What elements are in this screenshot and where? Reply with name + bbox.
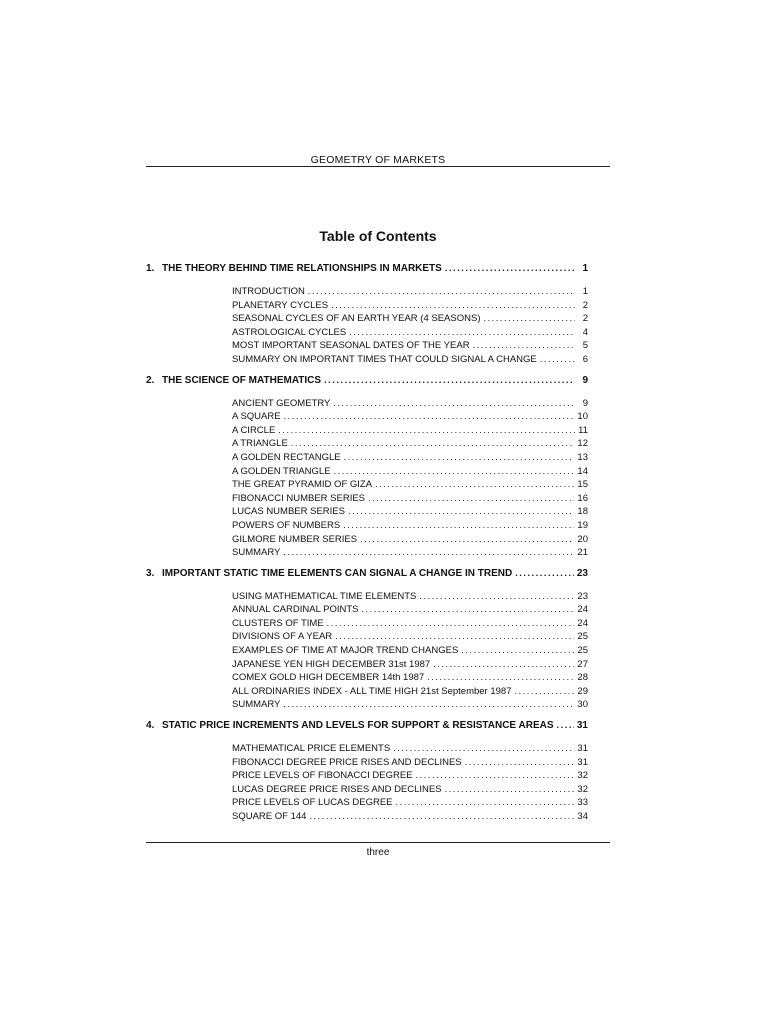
dot-leader: [416, 769, 575, 783]
toc-entry: [232, 671, 588, 685]
entry-page-number: 10: [577, 411, 588, 423]
dot-leader: [433, 658, 574, 672]
dot-leader: [557, 718, 574, 732]
entry-page-number: 31: [577, 743, 588, 755]
dot-leader: [343, 519, 574, 533]
section-list: [232, 285, 588, 367]
chapter-heading: [146, 566, 588, 580]
toc-entry: [232, 742, 588, 756]
entry-page-number: 6: [582, 353, 588, 365]
dot-leader: [360, 533, 574, 547]
section-list: [232, 742, 588, 824]
chapter-number: 2.: [146, 374, 155, 386]
dot-leader: [344, 451, 575, 465]
chapter-number: 4.: [146, 720, 155, 732]
toc-entry: [232, 353, 588, 367]
entry-label: ANCIENT GEOMETRY: [232, 397, 331, 409]
entry-label: A GOLDEN TRIANGLE: [232, 465, 331, 477]
entry-page-number: 14: [577, 465, 588, 477]
entry-label: LUCAS NUMBER SERIES: [232, 506, 345, 518]
dot-leader: [461, 644, 574, 658]
entry-page-number: 1: [582, 286, 588, 297]
entry-page-number: 30: [577, 699, 588, 711]
entry-page-number: 18: [577, 506, 588, 518]
dot-leader: [362, 603, 575, 617]
dot-leader: [348, 505, 574, 519]
dot-leader: [308, 285, 575, 299]
entry-page-number: 33: [577, 797, 588, 809]
dot-leader: [324, 373, 575, 387]
dot-leader: [393, 742, 574, 756]
entry-page-number: 9: [582, 397, 588, 409]
toc-entry: [232, 285, 588, 299]
entry-page-number: 28: [577, 672, 588, 684]
entry-page-number: 21: [577, 547, 588, 559]
entry-label: PLANETARY CYCLES: [232, 299, 329, 311]
dot-leader: [445, 261, 575, 275]
dot-leader: [335, 630, 574, 644]
dot-leader: [283, 546, 574, 560]
dot-leader: [291, 437, 575, 451]
entry-page-number: 27: [577, 658, 588, 670]
entry-label: LUCAS DEGREE PRICE RISES AND DECLINES: [232, 783, 442, 795]
entry-page-number: 12: [577, 438, 588, 450]
dot-leader: [284, 410, 575, 424]
dot-leader: [309, 810, 574, 824]
toc-entry: [232, 505, 588, 519]
toc-entry: [232, 617, 588, 631]
toc-entry: [232, 492, 588, 506]
dot-leader: [327, 617, 575, 631]
dot-leader: [445, 783, 575, 797]
entry-page-number: 11: [578, 424, 588, 436]
dot-leader: [349, 326, 575, 340]
toc-entry: [232, 397, 588, 411]
chapter-page-number: 23: [576, 567, 588, 579]
chapter-title: THE SCIENCE OF MATHEMATICS: [162, 374, 322, 386]
entry-page-number: 31: [577, 756, 588, 768]
entry-label: FIBONACCI NUMBER SERIES: [232, 492, 366, 504]
toc-entry: [232, 769, 588, 783]
dot-leader: [515, 566, 574, 580]
entry-page-number: 32: [577, 783, 588, 795]
entry-label: SEASONAL CYCLES OF AN EARTH YEAR (4 SEASONS): [232, 313, 481, 325]
entry-label: POWERS OF NUMBERS: [232, 519, 341, 531]
entry-label: SUMMARY: [232, 547, 281, 559]
toc-entry: [232, 519, 588, 533]
chapter-title: IMPORTANT STATIC TIME ELEMENTS CAN SIGNAL A CHANGE IN TREND: [162, 567, 513, 579]
toc-entry: [232, 698, 588, 712]
dot-leader: [473, 339, 575, 353]
dot-leader: [331, 299, 575, 313]
entry-page-number: 2: [582, 299, 588, 311]
page-folio: three: [366, 847, 390, 858]
entry-page-number: 32: [577, 770, 588, 782]
toc-entry: [232, 546, 588, 560]
chapter-number: 3.: [146, 567, 155, 579]
entry-page-number: 20: [577, 533, 588, 545]
dot-leader: [540, 353, 575, 367]
dot-leader: [396, 796, 575, 810]
chapter-page-number: 1: [582, 263, 588, 274]
entry-page-number: 34: [577, 811, 588, 822]
toc-entry: [232, 424, 588, 438]
chapter-page-number: 9: [582, 374, 588, 386]
footer-rule: [146, 842, 610, 843]
toc-entry: [232, 796, 588, 810]
entry-label: A CIRCLE: [232, 424, 276, 436]
entry-label: SUMMARY ON IMPORTANT TIMES THAT COULD SIGNAL A CHANGE: [232, 353, 537, 365]
chapter-title: THE THEORY BEHIND TIME RELATIONSHIPS IN MARKETS: [162, 263, 442, 274]
entry-page-number: 23: [577, 590, 588, 602]
entry-label: MOST IMPORTANT SEASONAL DATES OF THE YEAR: [232, 340, 470, 352]
entry-label: FIBONACCI DEGREE PRICE RISES AND DECLINES: [232, 756, 462, 768]
dot-leader: [368, 492, 574, 506]
entry-label: ANNUAL CARDINAL POINTS: [232, 604, 359, 616]
dot-leader: [427, 671, 574, 685]
entry-label: SUMMARY: [232, 699, 281, 711]
dot-leader: [333, 397, 575, 411]
entry-label: PRICE LEVELS OF FIBONACCI DEGREE: [232, 770, 413, 782]
dot-leader: [283, 698, 574, 712]
entry-label: MATHEMATICAL PRICE ELEMENTS: [232, 743, 391, 755]
dot-leader: [514, 685, 574, 699]
toc-entry: [232, 339, 588, 353]
entry-page-number: 25: [577, 645, 588, 657]
entry-label: A GOLDEN RECTANGLE: [232, 451, 341, 463]
entry-page-number: 19: [577, 519, 588, 531]
chapter-heading: [146, 261, 588, 275]
toc-entry: [232, 810, 588, 824]
entry-label: GILMORE NUMBER SERIES: [232, 533, 358, 545]
entry-label: A SQUARE: [232, 411, 281, 423]
toc-entry: [232, 658, 588, 672]
dot-leader: [278, 424, 575, 438]
entry-page-number: 25: [577, 631, 588, 643]
table-of-contents: [146, 261, 588, 830]
entry-label: PRICE LEVELS OF LUCAS DEGREE: [232, 797, 393, 809]
toc-entry: [232, 603, 588, 617]
toc-entry: [232, 685, 588, 699]
toc-title: Table of Contents: [319, 228, 437, 244]
entry-label: SQUARE OF 144: [232, 811, 307, 822]
toc-entry: [232, 644, 588, 658]
chapter-number: 1.: [146, 263, 155, 274]
entry-label: USING MATHEMATICAL TIME ELEMENTS: [232, 590, 417, 602]
entry-label: ASTROLOGICAL CYCLES: [232, 326, 347, 338]
chapter-title: STATIC PRICE INCREMENTS AND LEVELS FOR SUPPORT & RESISTANCE AREAS: [162, 720, 554, 732]
entry-label: EXAMPLES OF TIME AT MAJOR TREND CHANGES: [232, 645, 459, 657]
header-rule: [146, 166, 610, 167]
dot-leader: [375, 478, 574, 492]
dot-leader: [483, 312, 575, 326]
entry-page-number: 16: [577, 492, 588, 504]
toc-entry: [232, 533, 588, 547]
dot-leader: [419, 590, 574, 604]
toc-entry: [232, 326, 588, 340]
chapter-heading: [146, 373, 588, 387]
entry-page-number: 2: [582, 313, 588, 325]
toc-entry: [232, 312, 588, 326]
toc-entry: [232, 783, 588, 797]
entry-label: A TRIANGLE: [232, 438, 288, 450]
toc-entry: [232, 451, 588, 465]
chapter-page-number: 31: [576, 720, 588, 732]
entry-label: DIVISIONS OF A YEAR: [232, 631, 333, 643]
entry-label: JAPANESE YEN HIGH DECEMBER 31st 1987: [232, 658, 431, 670]
toc-entry: [232, 478, 588, 492]
section-list: [232, 397, 588, 560]
running-header: GEOMETRY OF MARKETS: [310, 154, 446, 166]
entry-page-number: 5: [582, 340, 588, 352]
entry-label: CLUSTERS OF TIME: [232, 617, 324, 629]
entry-label: THE GREAT PYRAMID OF GIZA: [232, 479, 373, 491]
dot-leader: [465, 756, 575, 770]
entry-page-number: 4: [582, 326, 588, 338]
toc-entry: [232, 410, 588, 424]
section-list: [232, 590, 588, 712]
entry-label: ALL ORDINARIES INDEX - ALL TIME HIGH 21st September 1987: [232, 685, 512, 697]
toc-entry: [232, 756, 588, 770]
entry-label: INTRODUCTION: [232, 286, 305, 297]
toc-entry: [232, 465, 588, 479]
entry-page-number: 15: [577, 479, 588, 491]
entry-page-number: 24: [577, 617, 588, 629]
entry-page-number: 24: [577, 604, 588, 616]
entry-page-number: 13: [577, 451, 588, 463]
toc-entry: [232, 437, 588, 451]
toc-entry: [232, 299, 588, 313]
toc-entry: [232, 630, 588, 644]
dot-leader: [334, 465, 575, 479]
chapter-heading: [146, 718, 588, 732]
toc-entry: [232, 590, 588, 604]
entry-page-number: 29: [577, 685, 588, 697]
entry-label: COMEX GOLD HIGH DECEMBER 14th 1987: [232, 672, 425, 684]
